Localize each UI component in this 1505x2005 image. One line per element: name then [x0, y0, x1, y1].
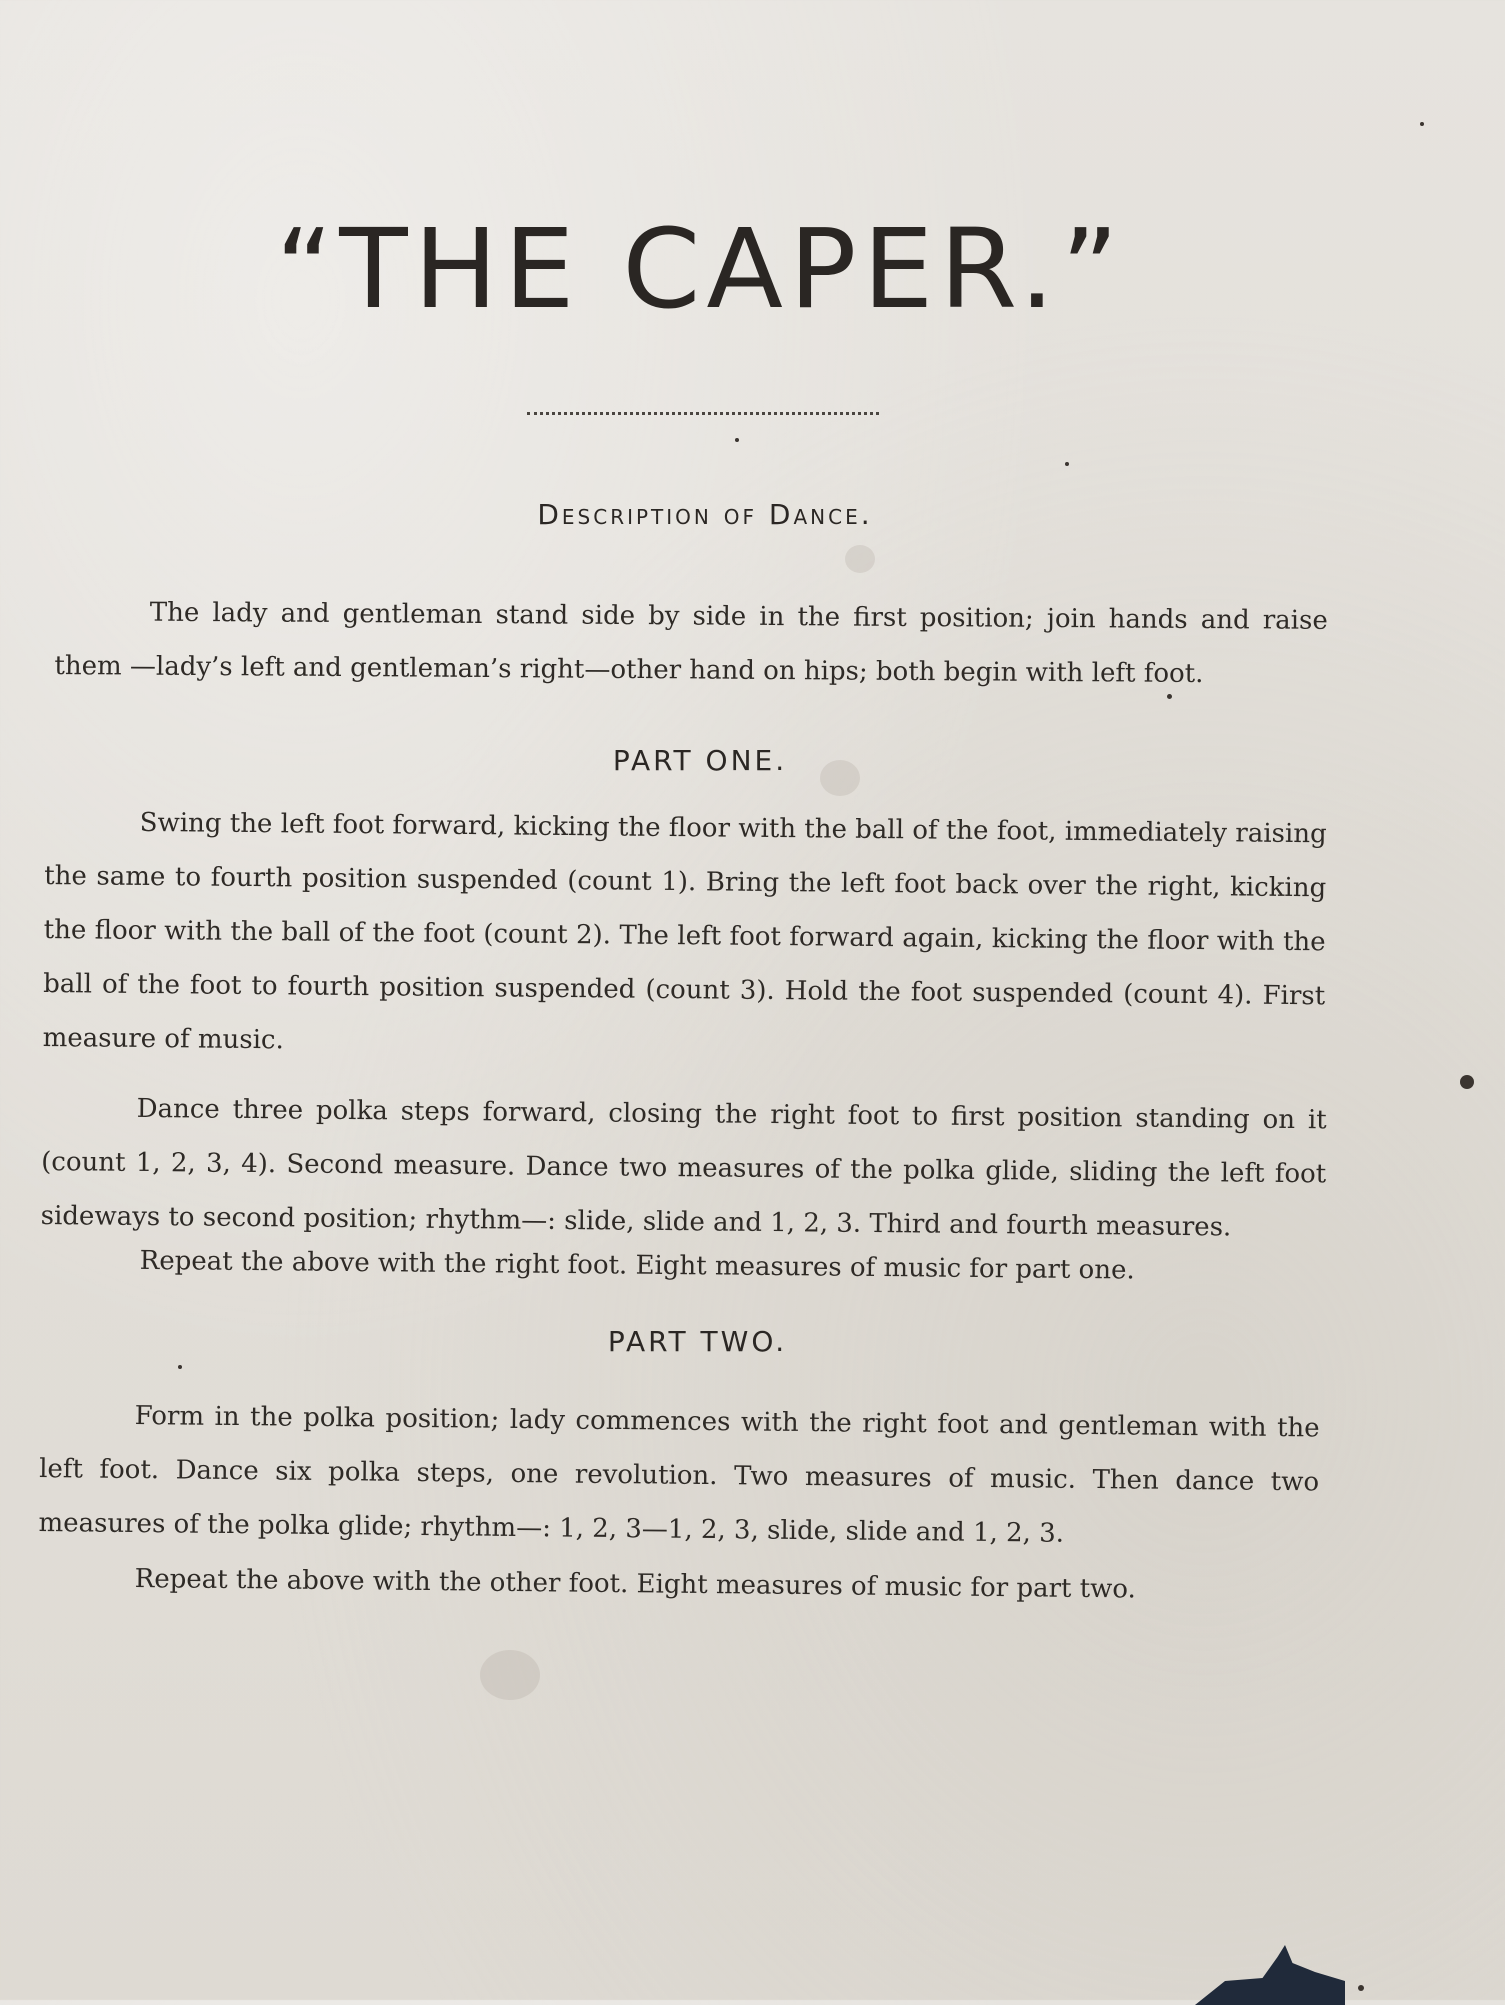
ink-speck	[1420, 122, 1424, 126]
ink-speck	[1460, 1075, 1474, 1089]
title-divider	[527, 412, 879, 415]
paper-stain	[845, 545, 875, 573]
part-one-paragraph: Dance three polka steps forward, closing the right foot to first position standing on it (count 1, 2, 3, 4). Second measure. Dance two measures of the polka glide, sliding the left foot sideways to second position; rhythm—: slide, slide and 1, 2, 3. Third and fourth measures.	[40, 1093, 1327, 1243]
part-one-paragraph: Repeat the above with the right foot. Eight measures of music for part one.	[139, 1245, 1135, 1286]
torn-corner	[1195, 1945, 1345, 2005]
ink-speck	[735, 438, 739, 442]
ink-speck	[1358, 1985, 1364, 1991]
paper-stain	[480, 1650, 540, 1700]
intro-paragraph: The lady and gentleman stand side by side in the first position; join hands and raise them —lady’s left and gentleman’s right—other hand on hips; both begin with left foot.	[54, 597, 1328, 690]
part-two-paragraph: Form in the polka position; lady commences with the right foot and gentleman with the left foot. Dance six polka steps, one revolution. Two measures of music. Then dance two measures of the polka glide; rhythm—: 1, 2, 3—1, 2, 3, slide, slide and 1, 2, 3.	[38, 1400, 1320, 1549]
part-one-heading: PART ONE.	[612, 744, 788, 777]
ink-speck	[1065, 462, 1069, 466]
part-two-heading: PART TWO.	[607, 1325, 788, 1358]
part-one-paragraph: Swing the left foot forward, kicking the floor with the ball of the foot, immediately raising the same to fourth position suspended (count 1). Bring the left foot back over the right, kicking the floor with the ball of the foot (count 2). The left foot forward again, kicking the floor with the ball of the foot to fourth position suspended (count 3). Hold the foot suspended (count 4). First measure of music.	[42, 807, 1327, 1056]
description-heading: Description of Dance.	[537, 498, 873, 531]
ink-speck	[1167, 694, 1172, 699]
part-two-paragraph: Repeat the above with the other foot. Eight measures of music for part two.	[134, 1563, 1137, 1605]
document-title: “THE CAPER.”	[275, 206, 1125, 334]
ink-speck	[178, 1365, 182, 1369]
